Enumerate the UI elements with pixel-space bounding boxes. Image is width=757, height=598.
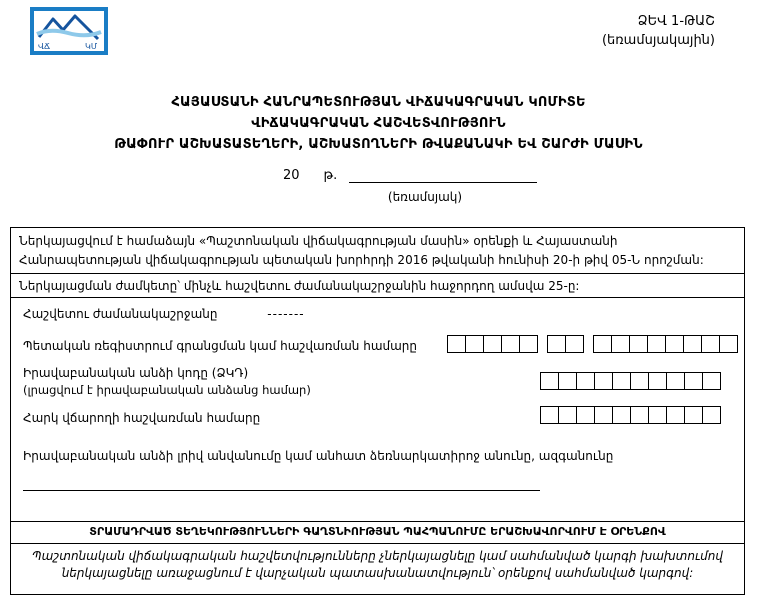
digit-cell[interactable] [565, 335, 584, 353]
digit-cell[interactable] [611, 335, 630, 353]
digit-cell[interactable] [594, 406, 613, 424]
taxpayer-number-cells [540, 406, 721, 424]
digit-cell[interactable] [665, 335, 684, 353]
deadline-box [10, 273, 745, 298]
digit-cell[interactable] [701, 335, 720, 353]
digit-cell[interactable] [465, 335, 484, 353]
digit-cell[interactable] [547, 335, 566, 353]
report-period-label: Հաշվետու ժամանակաշրջանը [23, 307, 218, 321]
digit-cell[interactable] [519, 335, 538, 353]
digit-cell[interactable] [501, 335, 520, 353]
title-subject: ԹԱՓՈՒՐ ԱՇԽԱՏԱՏԵՂԵՐԻ, ԱՇԽԱՏՈՂՆԵՐԻ ԹՎԱՔԱՆԱԿԻ ԵՎ ՇԱՐԺԻ ՄԱՍԻՆ [114, 137, 643, 152]
digit-cell[interactable] [612, 372, 631, 390]
form-code: ՁԵՎ 1-ԹԱՇ [637, 14, 715, 29]
digit-cell[interactable] [647, 335, 666, 353]
confidentiality-text: ՏՐԱՄԱԴՐՎԱԾ ՏԵՂԵԿՈՒԹՅՈՒՆՆԵՐԻ ԳԱՂՏՆԻՈՒԹՅԱՆ ՊԱՀՊԱՆՈՒՄԸ ԵՐԱՇԽԱՎՈՐՎՈՒՄ Է ՕՐԵՆՔՈՎ [89, 525, 666, 538]
digit-cell[interactable] [630, 406, 649, 424]
submission-basis-box [10, 227, 745, 274]
digit-cell[interactable] [558, 406, 577, 424]
deadline-text: Ներկայացման ժամկետը՝ մինչև հաշվետու ժամանակաշրջանին հաջորդող ամսվա 25-ը: [19, 279, 580, 293]
form-titles [0, 92, 757, 155]
report-period-row [23, 307, 305, 321]
armstat-logo [30, 7, 108, 55]
title-committee: ՀԱՅԱՍՏԱՆԻ ՀԱՆՐԱՊԵՏՈՒԹՅԱՆ ՎԻՃԱԿԱԳՐԱԿԱՆ ԿՈՄԻՏԵ [171, 95, 586, 110]
year-line [283, 167, 537, 183]
quarter-write-in-line[interactable] [349, 167, 537, 183]
state-register-number-label: Պետական ռեգիստրում գրանցման կամ հաշվառման համարը [23, 339, 418, 353]
digit-cell-group [540, 406, 721, 424]
digit-cell[interactable] [702, 372, 721, 390]
digit-cell-group [540, 372, 721, 390]
digit-cell[interactable] [683, 335, 702, 353]
report-period-value[interactable]: ------- [267, 307, 305, 321]
digit-cell[interactable] [684, 372, 703, 390]
logo-right-letters: ԿՄ [85, 42, 98, 51]
legal-entity-code-cells [540, 372, 721, 390]
confidentiality-box [10, 521, 745, 544]
digit-cell-group [593, 335, 738, 353]
digit-cell[interactable] [540, 406, 559, 424]
state-register-number-cells [447, 335, 738, 353]
digit-cell[interactable] [666, 406, 685, 424]
submission-basis-text: Ներկայացվում է համաձայն «Պաշտոնական վիճակագրության մասին» օրենքի և Հայաստանի Հանրապետության վիճակագրության պետական խորհրդի 2016 թվականի հունիսի 20-ի թիվ 05-Ն որոշման: [19, 234, 704, 267]
digit-cell[interactable] [684, 406, 703, 424]
digit-cell[interactable] [629, 335, 648, 353]
form-body [10, 227, 745, 595]
digit-cell-group [547, 335, 584, 353]
digit-cell-group [447, 335, 538, 353]
digit-cell[interactable] [576, 372, 595, 390]
armstat-logo-image [30, 7, 108, 55]
digit-cell[interactable] [447, 335, 466, 353]
taxpayer-number-label: Հարկ վճարողի հաշվառման համարը [23, 411, 261, 425]
digit-cell[interactable] [540, 372, 559, 390]
logo-left-letters: ՎՃ [38, 42, 51, 51]
digit-cell[interactable] [630, 372, 649, 390]
digit-cell[interactable] [648, 372, 667, 390]
form-code-block [602, 12, 715, 50]
quarter-caption: (եռամսյակ) [387, 190, 463, 204]
digit-cell[interactable] [594, 372, 613, 390]
digit-cell[interactable] [593, 335, 612, 353]
digit-cell[interactable] [558, 372, 577, 390]
digit-cell[interactable] [702, 406, 721, 424]
year-unit: թ. [323, 168, 338, 183]
legal-entity-code-label: Իրավաբանական անձի կոդը (ՁԿԴ) [23, 366, 249, 380]
digit-cell[interactable] [483, 335, 502, 353]
digit-cell[interactable] [719, 335, 738, 353]
liability-box [10, 543, 745, 595]
year-prefix: 20 [283, 168, 300, 183]
digit-cell[interactable] [612, 406, 631, 424]
form-periodicity: (եռամսյակային) [601, 33, 715, 48]
digit-cell[interactable] [576, 406, 595, 424]
digit-cell[interactable] [666, 372, 685, 390]
digit-cell[interactable] [648, 406, 667, 424]
entity-name-write-in-line[interactable] [23, 474, 540, 491]
legal-entity-code-note: (լրացվում է իրավաբանական անձանց համար) [23, 383, 311, 397]
title-report-type: ՎԻՃԱԿԱԳՐԱԿԱՆ ՀԱՇՎԵՏՎՈՒԹՅՈՒՆ [251, 116, 506, 131]
liability-text: Պաշտոնական վիճակագրական հաշվետվությունները չներկայացնելը կամ սահմանված կարգի խախտումով ներկայացնելը առաջացնում է վարչական պատասխանատվություն՝ օրենքով սահմանված կարգով: [31, 549, 723, 580]
identification-fields-box [10, 297, 745, 522]
entity-name-label: Իրավաբանական անձի լրիվ անվանումը կամ անհատ ձեռնարկատիրոջ անունը, ազգանունը [23, 449, 614, 463]
